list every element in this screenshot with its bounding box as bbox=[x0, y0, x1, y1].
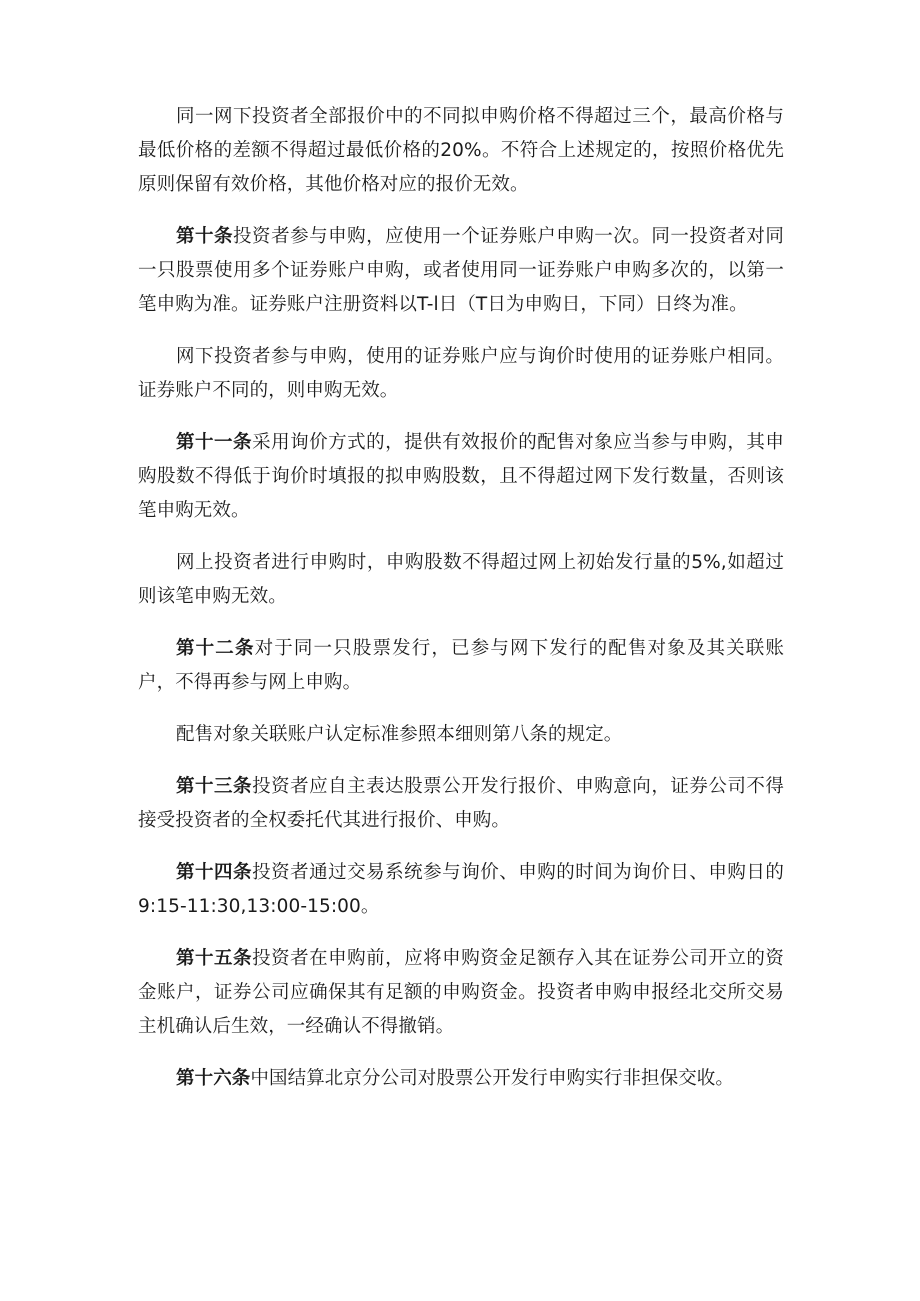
article-number: 第十二条 bbox=[176, 638, 255, 659]
article-number: 第十一条 bbox=[176, 432, 253, 453]
paragraph-article-15 bbox=[138, 942, 784, 1044]
paragraph-text: 投资者参与申购，应使用一个证券账户申购一次。同一投资者对同一只股票使用多个证券账户申购，或者使用同一证券账户申购多次的，以第一笔申购为准。证券账户注册资料以T-l日（T日为申购日，下同）日终为准。 bbox=[138, 226, 784, 315]
article-number: 第十四条 bbox=[176, 862, 253, 883]
paragraph-text: 配售对象关联账户认定标准参照本细则第八条的规定。 bbox=[176, 724, 623, 745]
paragraph-text: 投资者在申购前，应将申购资金足额存入其在证券公司开立的资金账户，证券公司应确保其有足额的申购资金。投资者申购申报经北交所交易主机确认后生效，一经确认不得撤销。 bbox=[138, 948, 784, 1037]
document-page bbox=[138, 100, 784, 1096]
paragraph-text: 网上投资者进行申购时，申购股数不得超过网上初始发行量的5%,如超过则该笔申购无效。 bbox=[138, 552, 784, 607]
article-number: 第十五条 bbox=[176, 948, 253, 969]
paragraph-5 bbox=[138, 546, 784, 614]
paragraph-article-13 bbox=[138, 770, 784, 838]
paragraph-text: 中国结算北京分公司对股票公开发行申购实行非担保交收。 bbox=[250, 1068, 735, 1089]
paragraph-article-14 bbox=[138, 856, 784, 924]
article-number: 第十三条 bbox=[176, 776, 253, 797]
paragraph-article-12 bbox=[138, 632, 784, 700]
paragraph-article-10 bbox=[138, 220, 784, 322]
paragraph-text: 采用询价方式的，提供有效报价的配售对象应当参与申购，其申购股数不得低于询价时填报的拟申购股数，且不得超过网下发行数量，否则该笔申购无效。 bbox=[138, 432, 784, 521]
paragraph-article-11 bbox=[138, 426, 784, 528]
paragraph-text: 投资者通过交易系统参与询价、申购的时间为询价日、申购日的9:15-11:30,13:00-15:00。 bbox=[138, 862, 784, 917]
paragraph-text: 投资者应自主表达股票公开发行报价、申购意向，证券公司不得接受投资者的全权委托代其进行报价、申购。 bbox=[138, 776, 784, 831]
paragraph-article-16 bbox=[138, 1062, 784, 1096]
paragraph-text: 对于同一只股票发行，已参与网下发行的配售对象及其关联账户，不得再参与网上申购。 bbox=[138, 638, 785, 693]
paragraph-text: 网下投资者参与申购，使用的证券账户应与询价时使用的证券账户相同。证券账户不同的，则申购无效。 bbox=[138, 346, 784, 401]
article-number: 第十六条 bbox=[176, 1068, 251, 1089]
paragraph-7 bbox=[138, 718, 784, 752]
paragraph-text: 同一网下投资者全部报价中的不同拟申购价格不得超过三个，最高价格与最低价格的差额不得超过最低价格的20%。不符合上述规定的，按照价格优先原则保留有效价格，其他价格对应的报价无效。 bbox=[138, 106, 784, 195]
article-number: 第十条 bbox=[176, 226, 234, 247]
paragraph-1 bbox=[138, 100, 784, 202]
paragraph-3 bbox=[138, 340, 784, 408]
